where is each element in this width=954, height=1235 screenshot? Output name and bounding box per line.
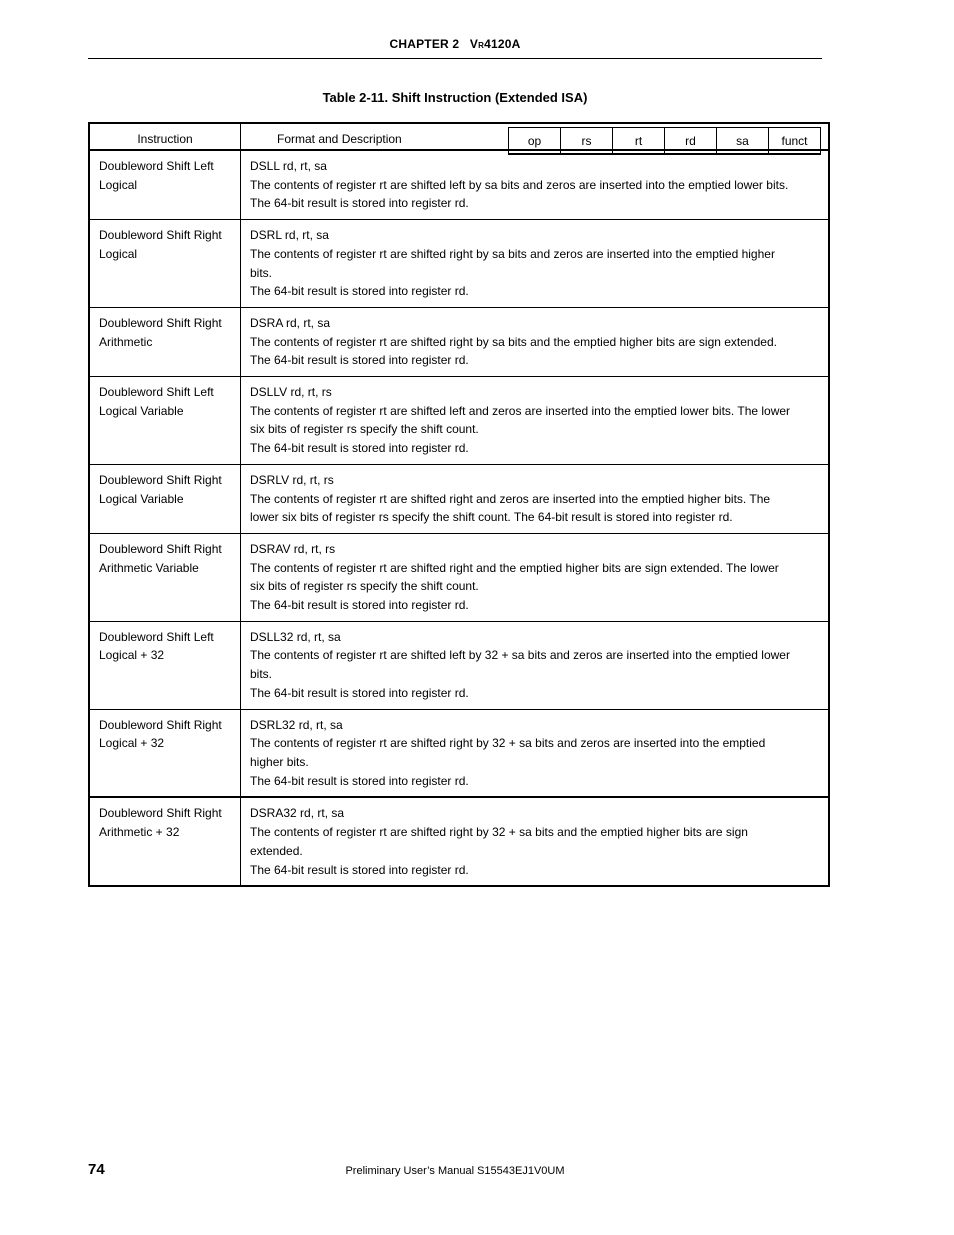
product-subscript: R — [478, 41, 485, 50]
field-sa: sa — [717, 128, 769, 155]
field-funct: funct — [769, 128, 821, 155]
format-column-label: Format and Description — [277, 132, 402, 146]
instruction-name: Doubleword Shift Left Logical — [89, 150, 241, 220]
header-rule — [88, 58, 822, 59]
table-row — [89, 150, 829, 220]
table-row — [89, 307, 829, 376]
instruction-description: DSLL rd, rt, sa The contents of register rt are shifted left by sa bits and zeros are inserted into the emptied lower bits. The 64-bit result is stored into register rd. — [241, 150, 830, 220]
table-row — [89, 621, 829, 709]
table-header-row — [89, 123, 829, 150]
page-number: 74 — [88, 1161, 105, 1178]
instruction-name: Doubleword Shift Right Logical Variable — [89, 464, 241, 533]
table-row — [89, 533, 829, 621]
instruction-column-header: Instruction — [89, 123, 241, 150]
instruction-description: DSLL32 rd, rt, sa The contents of register rt are shifted left by 32 + sa bits and zeros are inserted into the emptied lower bits. The 64-bit result is stored into register rd. — [241, 621, 830, 709]
instruction-description: DSRA32 rd, rt, sa The contents of register rt are shifted right by 32 + sa bits and the emptied higher bits are sign extended. The 64-bit result is stored into register rd. — [241, 797, 830, 886]
instruction-name: Doubleword Shift Right Logical + 32 — [89, 709, 241, 797]
product-prefix: V — [469, 37, 479, 51]
chapter-label: CHAPTER 2 — [389, 37, 460, 51]
instruction-name: Doubleword Shift Right Arithmetic + 32 — [89, 797, 241, 886]
table-row — [89, 220, 829, 308]
instruction-description: DSRLV rd, rt, rs The contents of register rt are shifted right and zeros are inserted into the emptied higher bits. The lower six bits of register rs specify the shift count. The 64-bit result is stored into register rd. — [241, 464, 830, 533]
instruction-description: DSLLV rd, rt, rs The contents of register rt are shifted left and zeros are inserted into the emptied lower bits. The lower six bits of register rs specify the shift count. The 64-bit result is stored into register rd. — [241, 377, 830, 465]
instruction-name: Doubleword Shift Left Logical + 32 — [89, 621, 241, 709]
instruction-name: Doubleword Shift Right Arithmetic — [89, 307, 241, 376]
product-suffix: 4120A — [484, 37, 521, 51]
instruction-field-boxes — [508, 127, 821, 155]
format-column-header — [241, 123, 830, 150]
field-rs: rs — [561, 128, 613, 155]
table-row — [89, 709, 829, 797]
shift-instruction-table — [88, 122, 830, 887]
table-row — [89, 464, 829, 533]
field-rd: rd — [665, 128, 717, 155]
instruction-name: Doubleword Shift Left Logical Variable — [89, 377, 241, 465]
instruction-description: DSRL rd, rt, sa The contents of register rt are shifted right by sa bits and zeros are inserted into the emptied higher bits. The 64-bit result is stored into register rd. — [241, 220, 830, 308]
table-title: Table 2-11. Shift Instruction (Extended ISA) — [322, 90, 588, 105]
instruction-description: DSRAV rd, rt, rs The contents of register rt are shifted right and the emptied higher bits are sign extended. The lower six bits of register rs specify the shift count. The 64-bit result is stored into register rd. — [241, 533, 830, 621]
table-row — [89, 797, 829, 886]
field-op: op — [509, 128, 561, 155]
chapter-header — [0, 37, 910, 51]
footer-manual-id: Preliminary User’s Manual S15543EJ1V0UM — [345, 1165, 565, 1177]
instruction-description: DSRL32 rd, rt, sa The contents of register rt are shifted right by 32 + sa bits and zeros are inserted into the emptied higher bits. The 64-bit result is stored into register rd. — [241, 709, 830, 797]
instruction-name: Doubleword Shift Right Logical — [89, 220, 241, 308]
table-row — [89, 377, 829, 465]
instruction-name: Doubleword Shift Right Arithmetic Variable — [89, 533, 241, 621]
field-rt: rt — [613, 128, 665, 155]
instruction-description: DSRA rd, rt, sa The contents of register rt are shifted right by sa bits and the emptied higher bits are sign extended. The 64-bit result is stored into register rd. — [241, 307, 830, 376]
